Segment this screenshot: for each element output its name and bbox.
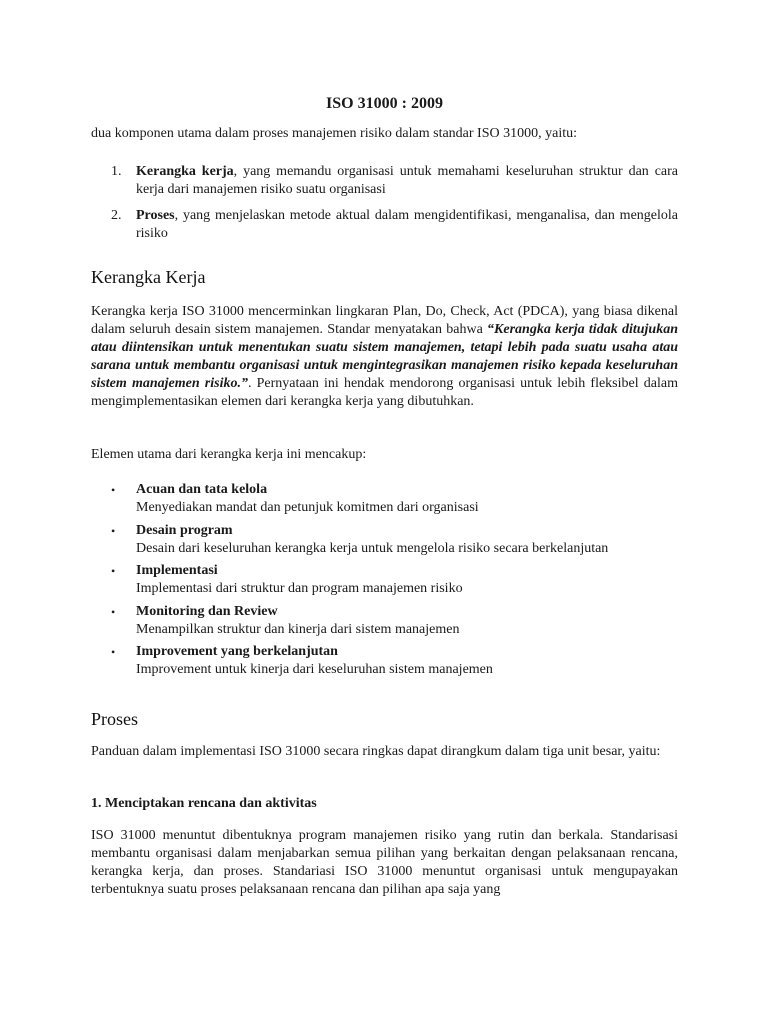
list-item [91, 562, 678, 598]
document-page [91, 0, 678, 1024]
bullet-marker: • [111, 483, 116, 497]
element-description: Menampilkan struktur dan kinerja dari sistem manajemen [136, 621, 460, 637]
element-description: Desain dari keseluruhan kerangka kerja untuk mengelola risiko secara berkelanjutan [136, 540, 609, 556]
bullet-marker: • [111, 645, 116, 659]
list-item [91, 643, 678, 679]
element-title: Implementasi [136, 563, 218, 578]
list-item-text: , yang memandu organisasi untuk memahami keseluruhan struktur dan cara kerja dari manajemen risiko suatu organisasi [136, 164, 679, 197]
list-marker: 1. [111, 164, 122, 179]
sub-heading-menciptakan: 1. Menciptakan rencana dan aktivitas [91, 796, 317, 811]
document-title: ISO 31000 : 2009 [326, 95, 443, 112]
element-title: Improvement yang berkelanjutan [136, 644, 338, 659]
list-item [91, 603, 678, 639]
list-item [91, 481, 678, 517]
bullet-marker: • [111, 604, 116, 619]
bullet-marker: • [111, 564, 116, 578]
menciptakan-paragraph: ISO 31000 menuntut dibentuknya program manajemen risiko yang rutin dan berkala. Standarisasi membantu organisasi dalam menjabarkan semua pilihan yang berkaitan dengan pelaksanaan rencana, kerangka kerja, dan proses. Standariasi ISO 31000 menuntut organisasi untuk mengupayakan terbentuknya suatu proses pelaksanaan rencana dan pilihan apa saja yang [91, 828, 678, 897]
section-heading-proses: Proses [91, 709, 139, 729]
kerangka-paragraph-start: Kerangka kerja ISO 31000 mencerminkan lingkaran Plan, Do, Check, Act (PDCA), yang biasa dikenal dalam seluruh desain sistem manajemen. Standar menyatakan bahwa [91, 304, 678, 337]
list-item-text: , yang menjelaskan metode aktual dalam mengidentifikasi, menganalisa, dan mengelola risiko [136, 208, 678, 241]
list-item [91, 522, 678, 558]
elements-intro: Elemen utama dari kerangka kerja ini mencakup: [91, 447, 367, 462]
bullet-marker: • [111, 523, 116, 538]
element-description: Improvement untuk kinerja dari keseluruhan sistem manajemen [136, 662, 493, 677]
proses-paragraph: Panduan dalam implementasi ISO 31000 secara ringkas dapat dirangkum dalam tiga unit besar, yaitu: [91, 744, 661, 759]
components-list [91, 163, 678, 251]
element-title: Desain program [136, 522, 233, 538]
list-item [91, 207, 678, 243]
list-item-term: Kerangka kerja [136, 164, 234, 179]
list-marker: 2. [111, 208, 122, 223]
element-description: Menyediakan mandat dan petunjuk komitmen dari organisasi [136, 500, 479, 515]
section-heading-kerangka-kerja: Kerangka Kerja [91, 267, 206, 287]
kerangka-paragraph [91, 303, 678, 411]
list-item-term: Proses [136, 208, 175, 223]
elements-list [91, 481, 678, 684]
element-title: Monitoring dan Review [136, 603, 278, 619]
element-title: Acuan dan tata kelola [136, 482, 268, 497]
list-item [91, 163, 678, 199]
element-description: Implementasi dari struktur dan program manajemen risiko [136, 581, 463, 596]
intro-paragraph: dua komponen utama dalam proses manajemen risiko dalam standar ISO 31000, yaitu: [91, 126, 577, 141]
kerangka-quote: “Kerangka kerja tidak ditujukan atau diintensikan untuk menentukan suatu sistem manajemen, tetapi lebih pada suatu usaha atau sarana untuk membantu organisasi untuk mengintegrasikan manajemen risiko kepada keseluruhan sistem manajemen risiko.” [91, 322, 678, 391]
kerangka-paragraph-end: . Pernyataan ini hendak mendorong organisasi untuk lebih fleksibel dalam mengimplementasikan elemen dari kerangka kerja yang dibutuhkan. [91, 376, 678, 409]
